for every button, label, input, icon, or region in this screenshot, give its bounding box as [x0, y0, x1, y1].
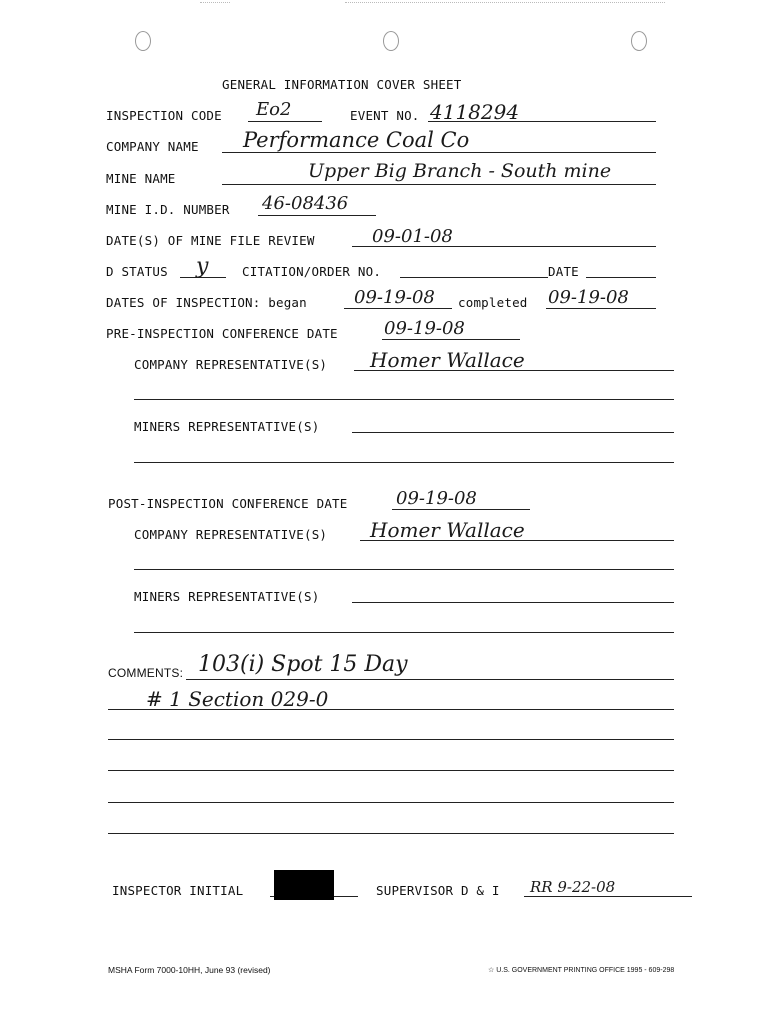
pre-company-rep-line-2 [134, 399, 674, 400]
printing-office: ☆ U.S. GOVERNMENT PRINTING OFFICE 1995 - 609-298 [488, 967, 675, 974]
post-miners-rep-label: MINERS REPRESENTATIVE(S) [134, 589, 320, 604]
pre-company-rep-value[interactable]: Homer Wallace [370, 348, 525, 372]
comments-line-6 [108, 833, 674, 834]
supervisor-line [524, 896, 692, 897]
page-title: GENERAL INFORMATION COVER SHEET [222, 77, 462, 92]
post-miners-rep-line-2 [134, 632, 674, 633]
comments-line-1 [186, 679, 674, 680]
citation-date-line [586, 277, 656, 278]
completed-value[interactable]: 09-19-08 [548, 287, 629, 308]
post-company-rep-label: COMPANY REPRESENTATIVE(S) [134, 527, 328, 542]
file-review-label: DATE(S) OF MINE FILE REVIEW [106, 233, 315, 248]
completed-label: completed [458, 295, 528, 310]
binder-hole-center [383, 31, 399, 51]
supervisor-label: SUPERVISOR D & I [376, 883, 500, 898]
inspector-initial-label: INSPECTOR INITIAL [112, 883, 244, 898]
company-name-value[interactable]: Performance Coal Co [243, 128, 470, 152]
mine-name-value[interactable]: Upper Big Branch - South mine [308, 160, 612, 182]
supervisor-value[interactable]: RR 9-22-08 [530, 878, 616, 896]
comments-label: COMMENTS: [108, 666, 184, 680]
comments-line-1-text[interactable]: 103(i) Spot 15 Day [198, 652, 408, 677]
inspection-code-label: INSPECTION CODE [106, 108, 222, 123]
began-line [344, 308, 452, 309]
post-conference-date-line [392, 509, 530, 510]
post-company-rep-line-2 [134, 569, 674, 570]
pre-conference-date-value[interactable]: 09-19-08 [384, 318, 465, 339]
file-review-value[interactable]: 09-01-08 [372, 226, 453, 247]
comments-line-5 [108, 802, 674, 803]
mine-id-value[interactable]: 46-08436 [262, 193, 349, 214]
binder-hole-right [631, 31, 647, 51]
event-no-value[interactable]: 4118294 [430, 100, 520, 124]
form-id: MSHA Form 7000-10HH, June 93 (revised) [108, 965, 271, 975]
post-company-rep-value[interactable]: Homer Wallace [370, 518, 525, 542]
pre-miners-rep-label: MINERS REPRESENTATIVE(S) [134, 419, 320, 434]
company-name-line [222, 152, 656, 153]
citation-date-label: DATE [548, 264, 579, 279]
comments-line-4 [108, 770, 674, 771]
post-conference-date-label: POST-INSPECTION CONFERENCE DATE [108, 496, 348, 511]
pre-company-rep-label: COMPANY REPRESENTATIVE(S) [134, 357, 328, 372]
top-edge-dots [345, 2, 665, 3]
mine-id-line [258, 215, 376, 216]
mine-name-label: MINE NAME [106, 171, 176, 186]
pre-conference-date-label: PRE-INSPECTION CONFERENCE DATE [106, 326, 338, 341]
comments-line-2-text[interactable]: # 1 Section 029-0 [146, 687, 329, 711]
post-miners-rep-line [352, 602, 674, 603]
comments-line-3 [108, 739, 674, 740]
event-no-label: EVENT NO. [350, 108, 420, 123]
pre-miners-rep-line [352, 432, 674, 433]
mine-name-line [222, 184, 656, 185]
binder-hole-left [135, 31, 151, 51]
mine-id-label: MINE I.D. NUMBER [106, 202, 230, 217]
citation-order-line [400, 277, 548, 278]
inspection-code-line [248, 121, 322, 122]
redaction-block [274, 870, 334, 900]
inspection-code-value[interactable]: Eo2 [256, 99, 292, 120]
d-status-label: D STATUS [106, 264, 168, 279]
d-status-value[interactable]: y [196, 254, 209, 279]
citation-order-label: CITATION/ORDER NO. [242, 264, 382, 279]
dates-of-inspection-label: DATES OF INSPECTION: began [106, 295, 307, 310]
pre-conference-date-line [382, 339, 520, 340]
pre-miners-rep-line-2 [134, 462, 674, 463]
top-edge-dots [200, 2, 230, 3]
post-conference-date-value[interactable]: 09-19-08 [396, 488, 477, 509]
company-name-label: COMPANY NAME [106, 139, 199, 154]
began-value[interactable]: 09-19-08 [354, 287, 435, 308]
completed-line [546, 308, 656, 309]
